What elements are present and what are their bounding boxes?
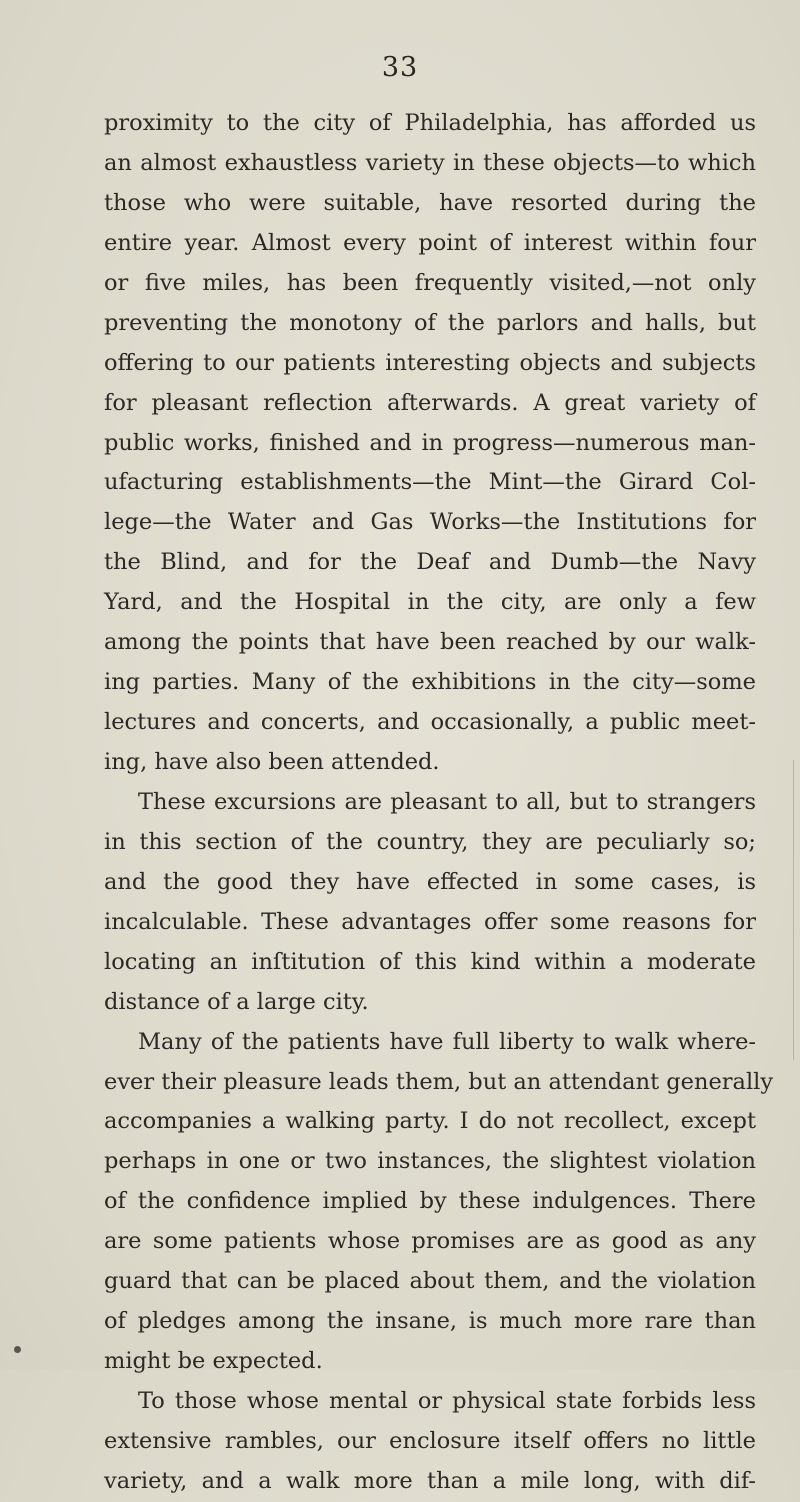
text-line: public works, finished and in progress—numerous man- bbox=[104, 429, 756, 456]
text-line: extensive rambles, our enclosure itself offers no little bbox=[104, 1427, 756, 1454]
text-line: incalculable. These advantages offer some reasons for bbox=[104, 908, 756, 935]
text-line: those who were suitable, have resorted during the bbox=[104, 189, 756, 216]
text-line: variety, and a walk more than a mile long, with dif- bbox=[104, 1467, 756, 1494]
text-line: for pleasant reflection afterwards. A great variety of bbox=[104, 389, 756, 416]
text-line: or five miles, has been frequently visited,—not only bbox=[104, 269, 756, 296]
text-line: accompanies a walking party. I do not recollect, except bbox=[104, 1108, 756, 1135]
text-line: of pledges among the insane, is much more rare than bbox=[104, 1308, 756, 1335]
text-line: lectures and concerts, and occasionally, a public meet- bbox=[104, 709, 756, 736]
text-line: entire year. Almost every point of interest within four bbox=[104, 229, 756, 256]
text-line: preventing the monotony of the parlors and halls, but bbox=[104, 309, 756, 336]
text-line: the Blind, and for the Deaf and Dumb—the Navy bbox=[104, 549, 756, 576]
text-line: are some patients whose promises are as good as any bbox=[104, 1228, 756, 1255]
text-line: of the confidence implied by these indulgences. There bbox=[104, 1188, 756, 1215]
text-line: To those whose mental or physical state forbids less bbox=[138, 1388, 756, 1414]
text-line: locating an inſtitution of this kind within a moderate bbox=[104, 948, 756, 975]
text-line: These excursions are pleasant to all, but to strangers bbox=[138, 788, 756, 815]
text-line: proximity to the city of Philadelphia, has afforded us bbox=[104, 110, 756, 136]
text-line: perhaps in one or two instances, the slightest violation bbox=[104, 1148, 756, 1175]
body-text bbox=[104, 104, 774, 1502]
text-line: offering to our patients interesting objects and subjects bbox=[104, 349, 756, 376]
text-line: an almost exhaustless variety in these objects—to which bbox=[104, 149, 756, 176]
page-edge-shadow bbox=[793, 760, 794, 1060]
text-line: ing, have also been attended. bbox=[104, 749, 440, 775]
text-line: might be expected. bbox=[104, 1348, 323, 1375]
text-line: guard that can be placed about them, and the violation bbox=[104, 1268, 756, 1295]
text-line: ufacturing establishments—the Mint—the Girard Col- bbox=[104, 469, 756, 496]
text-line: in this section of the country, they are peculiarly so; bbox=[104, 828, 756, 855]
text-line: Many of the patients have full liberty to walk where- bbox=[138, 1028, 756, 1055]
text-line: ever their pleasure leads them, but an attendant generally bbox=[104, 1068, 774, 1095]
ink-dot bbox=[14, 1346, 21, 1353]
text-line: lege—the Water and Gas Works—the Institutions for bbox=[104, 509, 756, 536]
text-line: distance of a large city. bbox=[104, 988, 369, 1015]
page-number: 33 bbox=[381, 52, 419, 83]
text-line: among the points that have been reached by our walk- bbox=[104, 629, 756, 656]
text-line: ing parties. Many of the exhibitions in the city—some bbox=[104, 669, 756, 696]
text-line: and the good they have effected in some cases, is bbox=[104, 868, 756, 895]
text-line: Yard, and the Hospital in the city, are only a few bbox=[104, 589, 756, 616]
